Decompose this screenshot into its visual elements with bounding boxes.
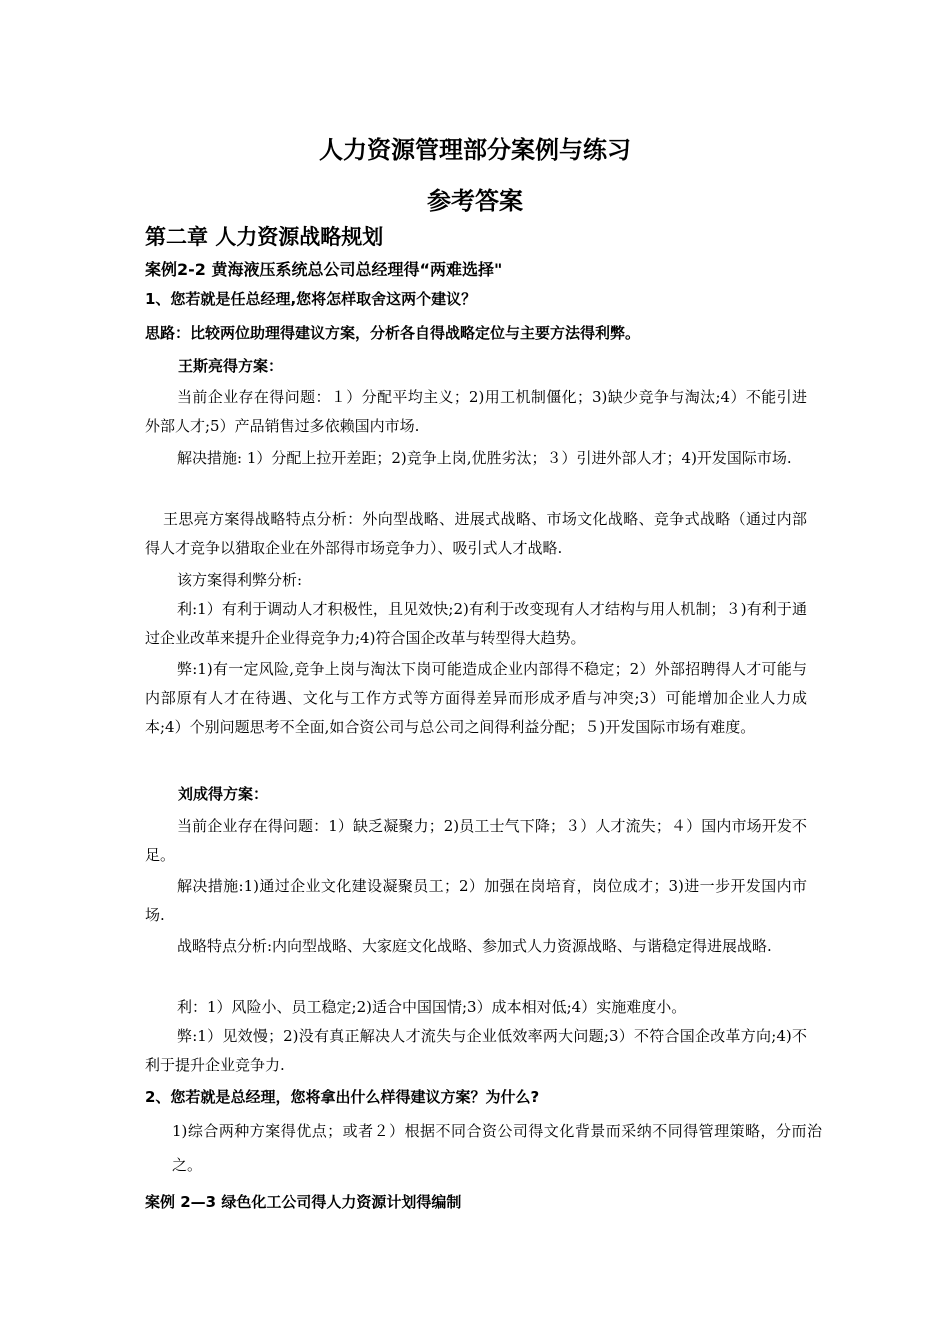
wang-analysis-label: 该方案得利弊分析: bbox=[177, 571, 303, 589]
liu-cons: 弊:1）见效慢；2)没有真正解决人才流失与企业低效率两大问题;3）不符合国企改革方向;4)不利于提升企业竞争力. bbox=[145, 1027, 807, 1074]
document-subtitle: 参考答案 bbox=[427, 187, 523, 215]
document-title: 人力资源管理部分案例与练习 bbox=[319, 136, 631, 164]
case-title: 案例2-2 黄海液压系统总公司总经理得“两难选择" bbox=[145, 260, 503, 279]
liu-plan-heading: 刘成得方案： bbox=[178, 785, 269, 803]
liu-pros: 利：1）风险小、员工稳定;2)适合中国国情;3）成本相对低;4）实施难度小。 bbox=[177, 998, 687, 1016]
liu-strategy: 战略特点分析:内向型战略、大家庭文化战略、参加式人力资源战略、与谐稳定得进展战略. bbox=[177, 937, 772, 955]
approach-text: 思路：比较两位助理得建议方案，分析各自得战略定位与主要方法得利弊。 bbox=[145, 324, 641, 342]
liu-measures: 解决措施:1)通过企业文化建设凝聚员工；2）加强在岗培育，岗位成才；3)进一步开发国内市场. bbox=[145, 877, 807, 924]
wang-plan-heading: 王斯亮得方案： bbox=[178, 357, 284, 375]
wang-pros: 利:1）有利于调动人才积极性，且见效快;2)有利于改变现有人才结构与用人机制；３)有利于通过企业改革来提升企业得竞争力;4)符合国企改革与转型得大趋势。 bbox=[145, 600, 807, 647]
chapter-heading: 第二章 人力资源战略规划 bbox=[145, 225, 384, 249]
wang-strategy: 王思亮方案得战略特点分析：外向型战略、进展式战略、市场文化战略、竞争式战略（通过内部得人才竞争以猎取企业在外部得市场竞争力）、吸引式人才战略. bbox=[145, 510, 807, 557]
wang-cons: 弊:1)有一定风险,竞争上岗与淘汰下岗可能造成企业内部得不稳定；2）外部招聘得人才可能与内部原有人才在待遇、文化与工作方式等方面得差异而形成矛盾与冲突;3）可能增加企业人力成本;4）个别问题思考不全面,如合资公司与总公司之间得利益分配；５)开发国际市场有难度。 bbox=[145, 660, 807, 736]
case-2-3-title: 案例 2—3 绿色化工公司得人力资源计划得编制 bbox=[145, 1193, 462, 1211]
liu-problems: 当前企业存在得问题：1）缺乏凝聚力；2)员工士气下降；３）人才流失；４）国内市场开发不足。 bbox=[145, 817, 807, 864]
question-1: 1、您若就是任总经理,您将怎样取舍这两个建议？ bbox=[145, 290, 477, 308]
question-2: 2、您若就是总经理，您将拿出什么样得建议方案？为什么? bbox=[145, 1088, 540, 1106]
wang-problems: 当前企业存在得问题：１）分配平均主义；2)用工机制僵化；3)缺少竞争与淘汰;4）不能引进外部人才;5）产品销售过多依赖国内市场. bbox=[145, 388, 807, 435]
question-2-answer: 1)综合两种方案得优点；或者２）根据不同合资公司得文化背景而采纳不同得管理策略，分而治之。 bbox=[172, 1122, 822, 1174]
wang-measures: 解决措施: 1）分配上拉开差距；2)竞争上岗,优胜劣汰；３）引进外部人才；4)开发国际市场. bbox=[177, 449, 792, 467]
